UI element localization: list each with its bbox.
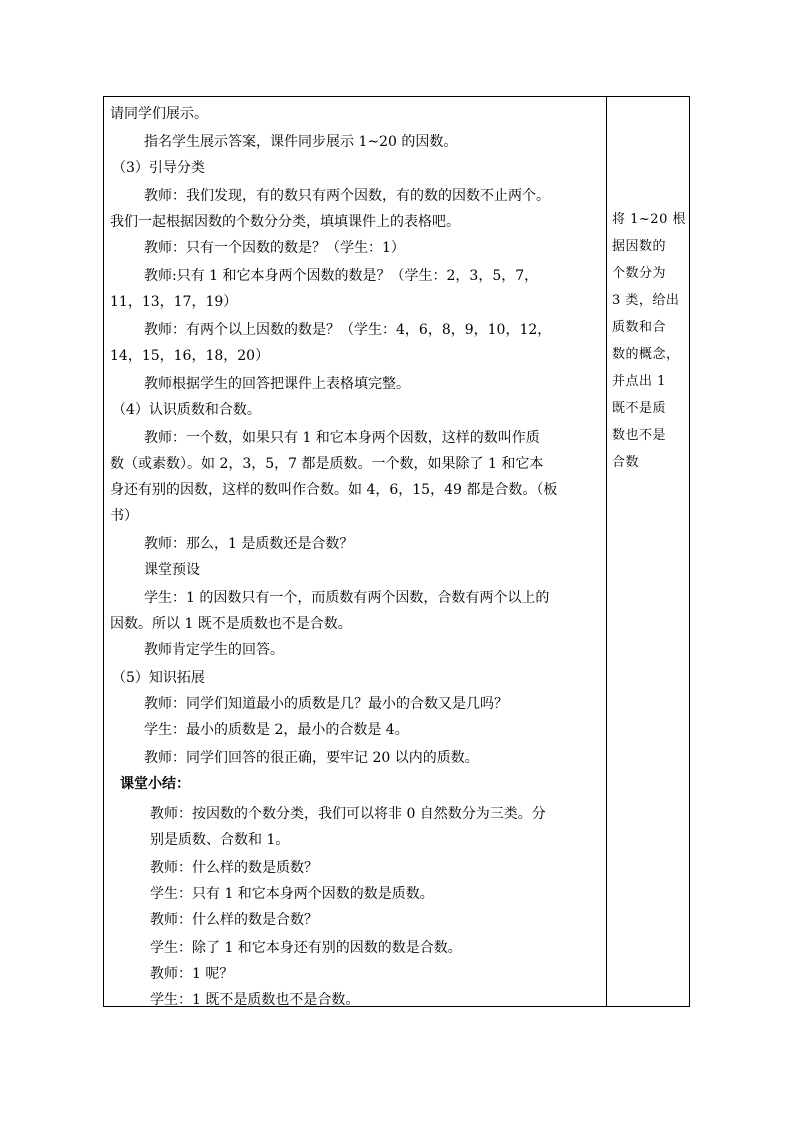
text-line: 教师根据学生的回答把课件上表格填完整。	[144, 376, 410, 392]
text-line: 教师：那么，1 是质数还是合数？	[144, 536, 354, 552]
summary-line: 学生：1 既不是质数也不是合数。	[150, 992, 360, 1008]
note-line: 个数分为	[612, 266, 667, 281]
text-line: 请同学们展示。	[110, 106, 208, 122]
column-divider	[606, 97, 607, 1006]
summary-line: 学生：除了 1 和它本身还有别的因数的数是合数。	[150, 940, 462, 956]
lesson-table	[103, 96, 690, 1007]
text-line: 教师:只有 1 和它本身两个因数的数是？（学生：2，3，5，7，	[144, 268, 539, 284]
note-line: 并点出 1	[612, 374, 666, 389]
text-line: 教师肯定学生的回答。	[144, 642, 284, 658]
text-line: 11，13，17，19）	[110, 294, 238, 310]
text-line: 身还有别的因数，这样的数叫作合数。如 4，6，15，49 都是合数。（板	[110, 482, 558, 498]
text-line: 书）	[110, 508, 138, 524]
text-line: 教师：只有一个因数的数是？（学生：1）	[144, 240, 405, 256]
section-heading: （3）引导分类	[112, 160, 205, 176]
note-line: 数的概念，	[612, 347, 680, 362]
summary-line: 学生：只有 1 和它本身两个因数的数是质数。	[150, 886, 434, 902]
text-line: 教师：一个数，如果只有 1 和它本身两个因数，这样的数叫作质	[144, 430, 540, 446]
section-heading: （5）知识拓展	[112, 670, 205, 686]
text-line: 课堂预设	[144, 562, 200, 578]
summary-heading: 课堂小结：	[120, 776, 190, 792]
summary-line: 教师：什么样的数是质数？	[150, 860, 318, 876]
summary-line: 教师：什么样的数是合数？	[150, 912, 318, 928]
note-line: 合数	[612, 455, 640, 470]
text-line: 教师：同学们回答的很正确，要牢记 20 以内的质数。	[144, 750, 479, 766]
summary-line: 教师：按因数的个数分类，我们可以将非 0 自然数分为三类。分	[150, 806, 546, 822]
note-line: 质数和合	[612, 320, 667, 335]
section-heading: （4）认识质数和合数。	[112, 402, 261, 418]
note-line: 3 类，给出	[612, 293, 680, 308]
text-line: 教师：同学们知道最小的质数是几？最小的合数又是几吗？	[144, 696, 508, 712]
note-line: 将 1~20 根	[612, 212, 686, 227]
note-line: 既不是质	[612, 401, 667, 416]
summary-line: 别是质数、合数和 1。	[150, 832, 290, 848]
text-line: 教师：我们发现，有的数只有两个因数，有的数的因数不止两个。	[144, 188, 550, 204]
text-line: 指名学生展示答案，课件同步展示 1~20 的因数。	[144, 134, 458, 150]
summary-line: 教师：1 呢？	[150, 966, 234, 982]
text-line: 学生：最小的质数是 2，最小的合数是 4。	[144, 722, 409, 738]
text-line: 教师：有两个以上因数的数是？（学生：4，6，8，9，10，12，	[144, 322, 552, 338]
note-line: 据因数的	[612, 239, 667, 254]
text-line: 我们一起根据因数的个数分分类，填填课件上的表格吧。	[110, 214, 460, 230]
text-line: 因数。所以 1 既不是质数也不是合数。	[110, 616, 352, 632]
text-line: 数（或素数）。如 2，3，5，7 都是质数。一个数，如果除了 1 和它本	[110, 456, 544, 472]
note-line: 数也不是	[612, 428, 667, 443]
text-line: 14，15，16，18，20）	[110, 348, 270, 364]
text-line: 学生：1 的因数只有一个，而质数有两个因数，合数有两个以上的	[144, 590, 550, 606]
